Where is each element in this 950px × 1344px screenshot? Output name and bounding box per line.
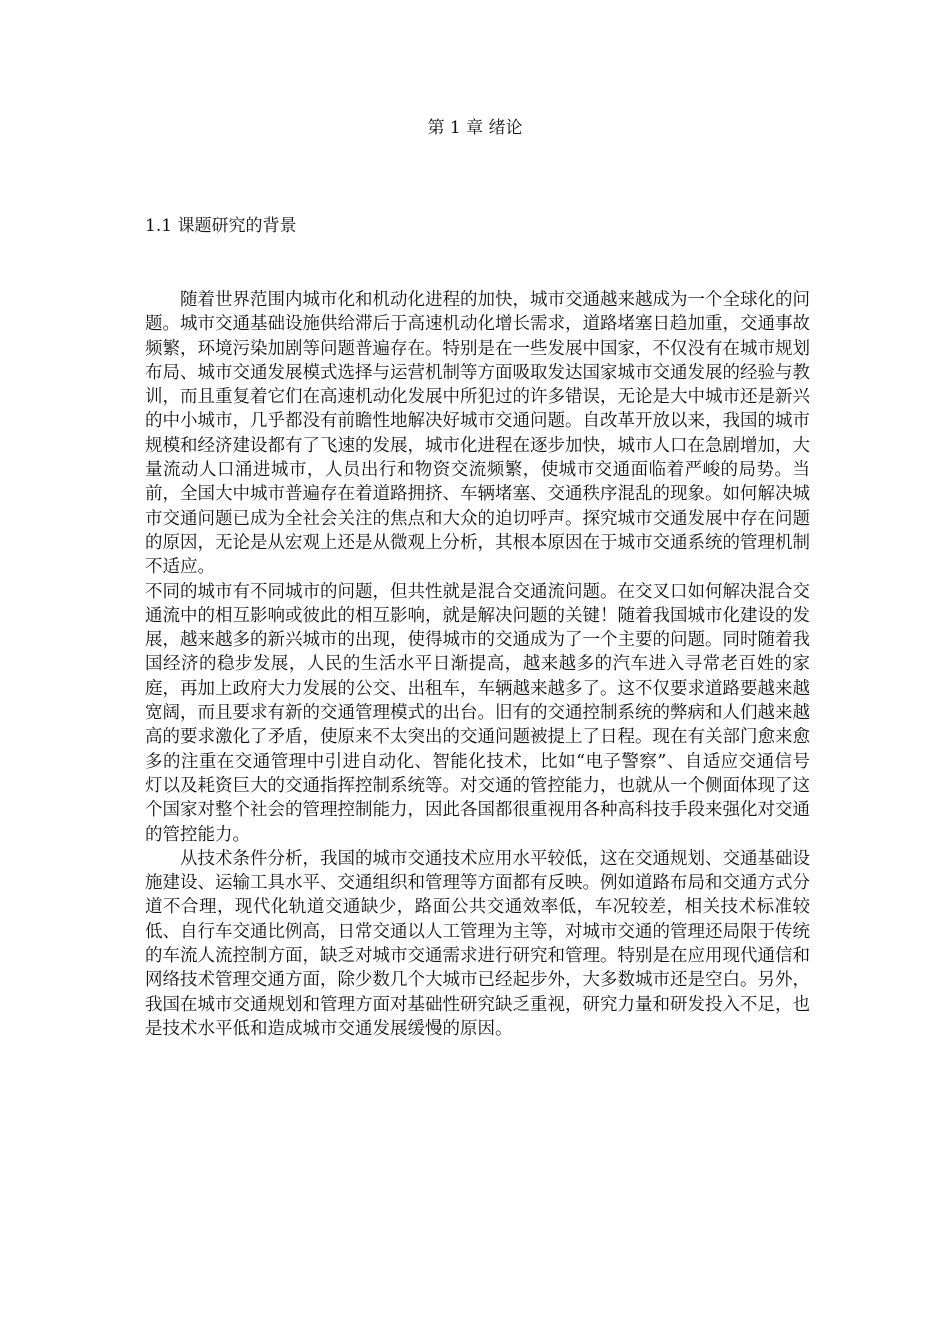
paragraph-background-2: 不同的城市有不同城市的问题，但共性就是混合交通流问题。在交叉口如何解决混合交通流中的相互影响或彼此的相互影响，就是解决问题的关键！随着我国城市化建设的发展，越来越多的新兴城市的出现，使得城市的交通成为了一个主要的问题。同时随着我国经济的稳步发展，人民的生活水平日渐提高，越来越多的汽车进入寻常老百姓的家庭，再加上政府大力发展的公交、出租车，车辆越来越多了。这不仅要求道路要越来越宽阔，而且要求有新的交通管理模式的出台。旧有的交通控制系统的弊病和人们越来越高的要求激化了矛盾，使原来不太突出的交通问题被提上了日程。现在有关部门愈来愈多的注重在交通管理中引进自动化、智能化技术，比如“电子警察”、自适应交通信号灯以及耗资巨大的交通指挥控制系统等。对交通的管控能力，也就从一个侧面体现了这个国家对整个社会的管理控制能力，因此各国都很重视用各种高科技手段来强化对交通的管控能力。 <box>145 581 810 845</box>
paragraph-background-3: 从技术条件分析，我国的城市交通技术应用水平较低，这在交通规划、交通基础设施建设、运输工具水平、交通组织和管理等方面都有反映。例如道路布局和交通方式分道不合理，现代化轨道交通缺少，路面公共交通效率低，车况较差，相关技术标准较低、自行车交通比例高，日常交通以人工管理为主等，对城市交通的管理还局限于传统的车流人流控制方面，缺乏对城市交通需求进行研究和管理。特别是在应用现代通信和网络技术管理交通方面，除少数几个大城市已经起步外，大多数城市还是空白。另外，我国在城市交通规划和管理方面对基础性研究缺乏重视，研究力量和研发投入不足，也是技术水平低和造成城市交通发展缓慢的原因。 <box>145 848 810 1039</box>
body-text <box>145 288 810 1041</box>
chapter-title: 第 1 章 绪论 <box>427 118 523 138</box>
paragraph-background-1: 随着世界范围内城市化和机动化进程的加快，城市交通越来越成为一个全球化的问题。城市交通基础设施供给滞后于高速机动化增长需求，道路堵塞日趋加重，交通事故频繁，环境污染加剧等问题普遍存在。特别是在一些发展中国家，不仅没有在城市规划布局、城市交通发展模式选择与运营机制等方面吸取发达国家城市交通发展的经验与教训，而且重复着它们在高速机动化发展中所犯过的许多错误，无论是大中城市还是新兴的中小城市，几乎都没有前瞻性地解决好城市交通问题。自改革开放以来，我国的城市规模和经济建设都有了飞速的发展，城市化进程在逐步加快，城市人口在急剧增加，大量流动人口涌进城市，人员出行和物资交流频繁，使城市交通面临着严峻的局势。当前，全国大中城市普遍存在着道路拥挤、车辆堵塞、交通秩序混乱的现象。如何解决城市交通问题已成为全社会关注的焦点和大众的迫切呼声。探究城市交通发展中存在问题的原因，无论是从宏观上还是从微观上分析，其根本原因在于城市交通系统的管理机制不适应。 <box>145 290 810 578</box>
section-title: 1.1 课题研究的背景 <box>145 216 297 236</box>
